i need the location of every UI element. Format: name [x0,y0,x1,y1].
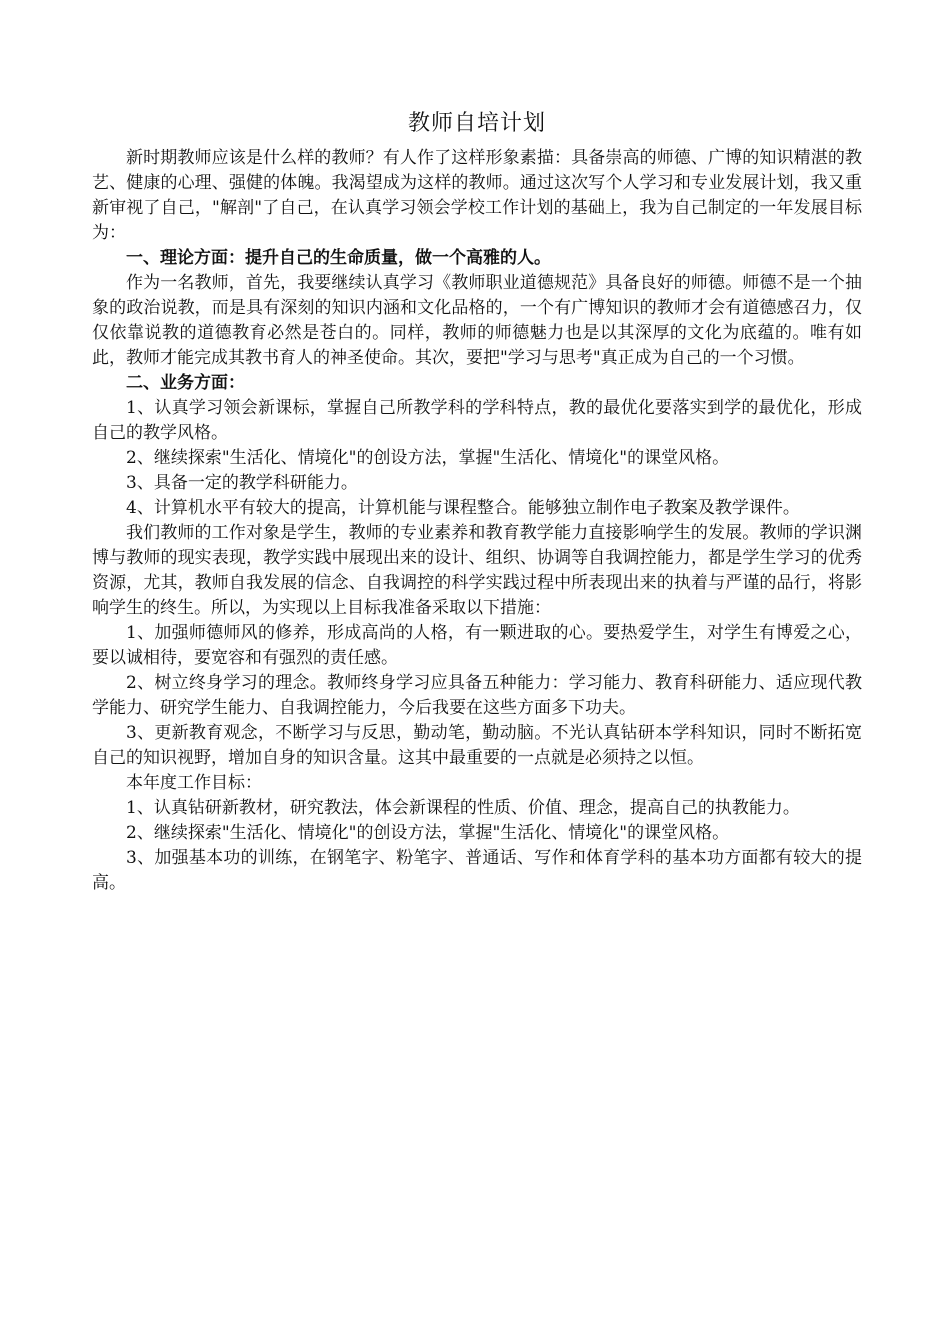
section-heading-business: 二、业务方面： [126,373,245,393]
list-item: 1、加强师德师风的修养，形成高尚的人格，有一颗进取的心。要热爱学生，对学生有博爱之心，要以诚相待，要宽容和有强烈的责任感。 [92,623,862,668]
list-item: 1、认真学习领会新课标，掌握自己所教学科的学科特点，教的最优化要落实到学的最优化，形成自己的教学风格。 [92,398,862,443]
paragraph-intro: 新时期教师应该是什么样的教师？有人作了这样形象素描：具备崇高的师德、广博的知识精湛的教艺、健康的心理、强健的体魄。我渴望成为这样的教师。通过这次写个人学习和专业发展计划，我又重新审视了自己，"解剖"了自己，在认真学习领会学校工作计划的基础上，我为自己制定的一年发展目标为： [92,148,862,243]
list-item: 1、认真钻研新教材，研究教法，体会新课程的性质、价值、理念，提高自己的执教能力。 [126,798,800,818]
list-item: 4、计算机水平有较大的提高，计算机能与课程整合。能够独立制作电子教案及教学课件。 [126,498,800,518]
list-item: 2、继续探索"生活化、情境化"的创设方法，掌握"生活化、情境化"的课堂风格。 [126,448,730,468]
list-item: 2、继续探索"生活化、情境化"的创设方法，掌握"生活化、情境化"的课堂风格。 [126,823,730,843]
paragraph-theory: 作为一名教师，首先，我要继续认真学习《教师职业道德规范》具备良好的师德。师德不是一个抽象的政治说教，而是具有深刻的知识内涵和文化品格的，一个有广博知识的教师才会有道德感召力，仅仅依靠说教的道德教育必然是苍白的。同样，教师的师德魅力也是以其深厚的文化为底蕴的。唯有如此，教师才能完成其教书育人的神圣使命。其次，要把"学习与思考"真正成为自己的一个习惯。 [92,273,862,368]
list-item: 2、树立终身学习的理念。教师终身学习应具备五种能力：学习能力、教育科研能力、适应现代教学能力、研究学生能力、自我调控能力，今后我要在这些方面多下功夫。 [92,673,862,718]
document-page [92,108,862,896]
list-item: 3、加强基本功的训练，在钢笔字、粉笔字、普通话、写作和体育学科的基本功方面都有较大的提高。 [92,848,862,893]
document-title: 教师自培计划 [407,111,546,136]
paragraph-students: 我们教师的工作对象是学生，教师的专业素养和教育教学能力直接影响学生的发展。教师的学识渊博与教师的现实表现，教学实践中展现出来的设计、组织、协调等自我调控能力，都是学生学习的优秀资源，尤其，教师自我发展的信念、自我调控的科学实践过程中所表现出来的执着与严谨的品行，将影响学生的终生。所以，为实现以上目标我准备采取以下措施： [92,523,862,618]
section-heading-theory: 一、理论方面：提升自己的生命质量，做一个高雅的人。 [126,248,551,268]
list-item: 3、更新教育观念，不断学习与反思，勤动笔，勤动脑。不光认真钻研本学科知识，同时不断拓宽自己的知识视野，增加自身的知识含量。这其中最重要的一点就是必须持之以恒。 [92,723,862,768]
list-item: 3、具备一定的教学科研能力。 [126,473,358,493]
paragraph-annual-goals: 本年度工作目标： [126,773,262,793]
